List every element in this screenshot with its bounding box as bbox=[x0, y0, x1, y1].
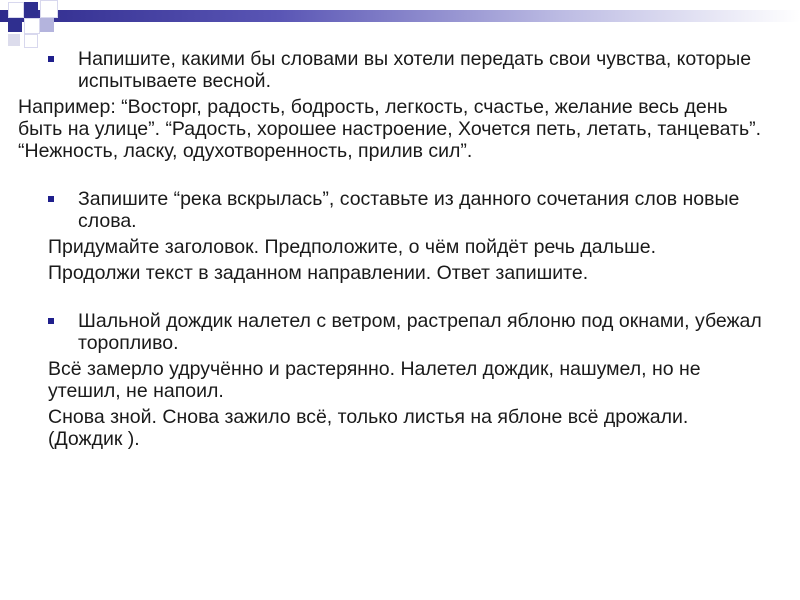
paragraph: Например: “Восторг, радость, бодрость, легкость, счастье, желание весь день быть на улице”. “Радость, хорошее настроение, Хочется петь, летать, танцевать”. “Нежность, ласку, одухотворенность, прилив сил”. bbox=[18, 96, 762, 162]
bullet-item bbox=[48, 310, 768, 354]
bullet-item bbox=[48, 48, 768, 92]
slide-content bbox=[18, 48, 768, 450]
decor-square bbox=[8, 18, 22, 32]
bullet-text: Напишите, какими бы словами вы хотели передать свои чувства, которые испытываете весной. bbox=[78, 48, 752, 92]
decor-square bbox=[8, 34, 20, 46]
paragraph: Снова зной. Снова зажило всё, только листья на яблоне всё дрожали. (Дождик ). bbox=[48, 406, 689, 450]
paragraph: Продолжи текст в заданном направлении. Ответ запишите. bbox=[48, 262, 589, 284]
square-bullet-icon bbox=[48, 318, 54, 324]
decor-square bbox=[40, 0, 58, 18]
decor-square bbox=[40, 18, 54, 32]
bullet-text: Запишите “река вскрылась”, составьте из данного сочетания слов новые слова. bbox=[78, 188, 740, 232]
square-bullet-icon bbox=[48, 196, 54, 202]
bullet-text: Шальной дождик налетел с ветром, растрепал яблоню под окнами, убежал торопливо. bbox=[78, 310, 762, 354]
decor-square bbox=[8, 2, 24, 18]
bullet-item bbox=[48, 188, 768, 232]
decor-square bbox=[24, 34, 38, 48]
decor-square bbox=[24, 2, 38, 16]
header-gradient-bar bbox=[0, 10, 800, 22]
paragraph: Придумайте заголовок. Предположите, о чём пойдёт речь дальше. bbox=[48, 236, 657, 258]
square-bullet-icon bbox=[48, 56, 54, 62]
paragraph: Всё замерло удручённо и растерянно. Налетел дождик, нашумел, но не утешил, не напоил. bbox=[48, 358, 701, 402]
decor-square bbox=[24, 18, 40, 34]
